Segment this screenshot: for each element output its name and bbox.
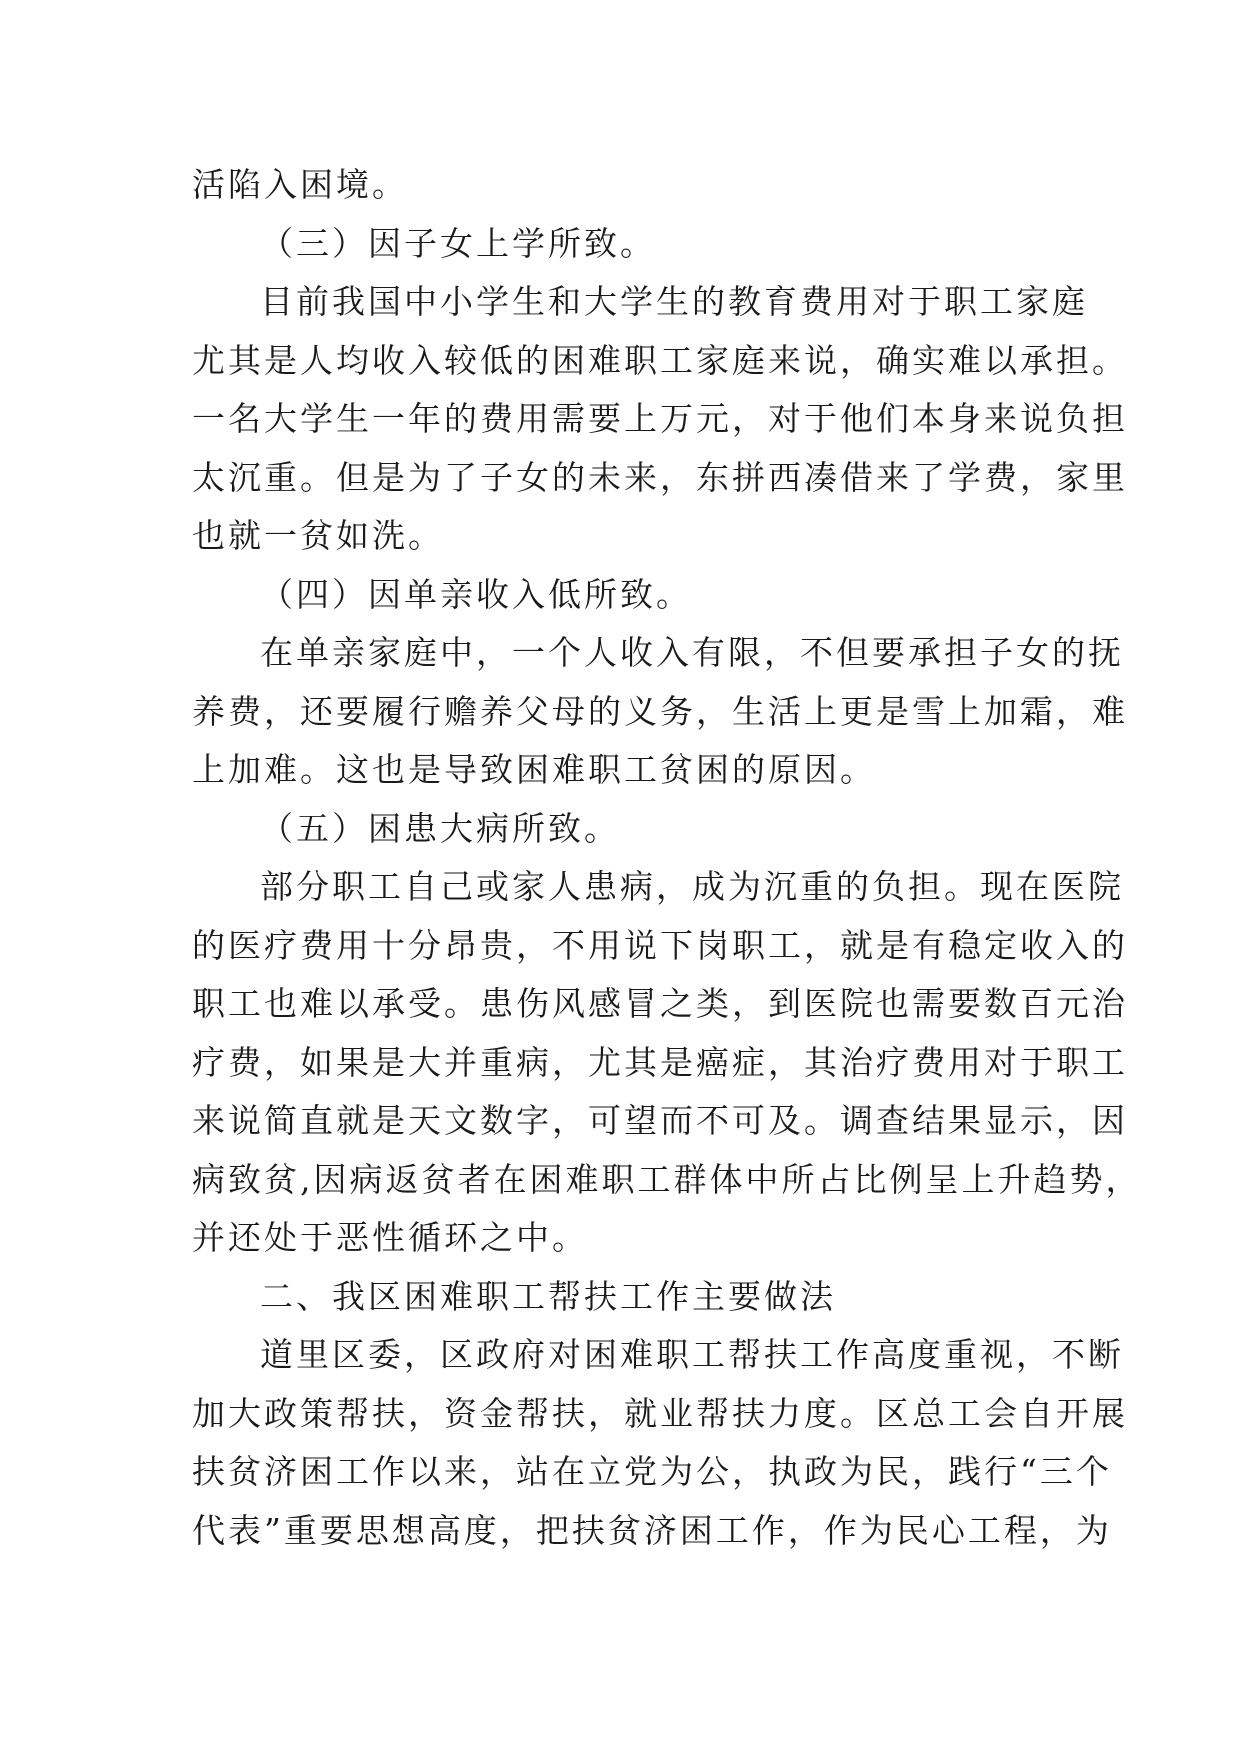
text-line: 养费，还要履行赡养父母的义务，生活上更是雪上加霜，难 xyxy=(192,691,1128,731)
section-heading: （三）因子女上学所致。 xyxy=(260,223,656,263)
text-line: 太沉重。但是为了子女的未来，东拼西凑借来了学费，家里 xyxy=(192,457,1128,497)
text-line: 的医疗费用十分昂贵，不用说下岗职工，就是有稳定收入的 xyxy=(192,925,1128,965)
text-line: 也就一贫如洗。 xyxy=(192,516,444,555)
text-line: 活陷入困境。 xyxy=(192,165,408,204)
section-heading: （四）因单亲收入低所致。 xyxy=(260,574,692,614)
text-line: 上加难。这也是导致困难职工贫困的原因。 xyxy=(192,750,876,789)
section-heading: （五）困患大病所致。 xyxy=(260,808,620,848)
text-line: 来说简直就是天文数字，可望而不可及。调查结果显示，因 xyxy=(192,1101,1128,1140)
text-line: 尤其是人均收入较低的困难职工家庭来说，确实难以承担。 xyxy=(192,340,1128,380)
text-line: 道里区委，区政府对困难职工帮扶工作高度重视，不断 xyxy=(260,1335,1124,1374)
text-line: 加大政策帮扶，资金帮扶，就业帮扶力度。区总工会自开展 xyxy=(192,1393,1128,1433)
text-line: 在单亲家庭中，一个人收入有限，不但要承担子女的抚 xyxy=(260,633,1124,672)
text-line: 疗费，如果是大并重病，尤其是癌症，其治疗费用对于职工 xyxy=(192,1042,1128,1082)
text-line: 目前我国中小学生和大学生的教育费用对于职工家庭 xyxy=(260,282,1088,321)
document-body xyxy=(192,156,1142,1560)
text-line: 职工也难以承受。患伤风感冒之类，到医院也需要数百元治 xyxy=(192,984,1128,1023)
text-line: 扶贫济困工作以来，站在立党为公，执政为民，践行“三个 xyxy=(192,1452,1112,1491)
text-line: 代表”重要思想高度，把扶贫济困工作，作为民心工程，为 xyxy=(192,1510,1112,1550)
text-line: 病致贫,因病返贫者在困难职工群体中所占比例呈上升趋势， xyxy=(192,1159,1142,1199)
chapter-heading: 二、我区困难职工帮扶工作主要做法 xyxy=(260,1276,836,1316)
text-line: 并还处于恶性循环之中。 xyxy=(192,1218,588,1257)
text-line: 一名大学生一年的费用需要上万元，对于他们本身来说负担 xyxy=(192,399,1128,438)
text-line: 部分职工自己或家人患病，成为沉重的负担。现在医院 xyxy=(260,867,1124,906)
